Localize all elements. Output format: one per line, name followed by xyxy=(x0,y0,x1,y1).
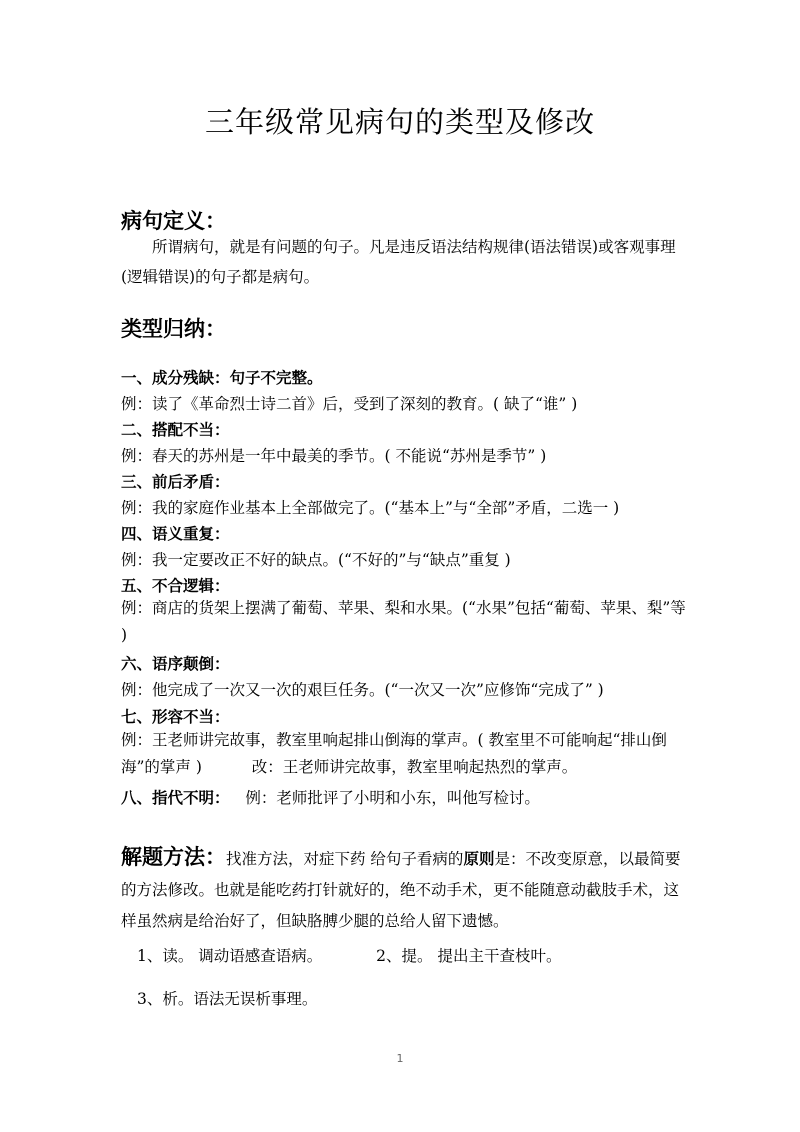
type-2-title: 二、搭配不当： xyxy=(121,421,230,439)
page-number: 1 xyxy=(396,1052,404,1065)
type-6-title: 六、语序颠倒： xyxy=(121,655,230,673)
method-part2: 是：不改变原意，以最简要的方法修改。也就是能吃药打针就好的，绝不动手术，更不能随意动截肢手术，这样虽然病是给治好了，但缺胳膊少腿的总给人留下遗憾。 xyxy=(121,850,681,930)
method-paragraph xyxy=(121,842,686,937)
type-3-example: 例：我的家庭作业基本上全部做完了。(“基本上”与“全部”矛盾，二选一 ) xyxy=(121,499,620,517)
type-7-example xyxy=(121,727,686,781)
step-2: 2、提。 提出主干查枝叶。 xyxy=(376,947,562,965)
type-7-example-text: 例：王老师讲完故事，教室里响起排山倒海的掌声。( 教室里不可能响起“排山倒海”的掌声 ) xyxy=(121,731,667,776)
definition-text: 所谓病句，就是有问题的句子。凡是违反语法结构规律(语法错误)或客观事理(逻辑错误)的句子都是病句。 xyxy=(121,238,676,286)
step-1: 1、读。 调动语感查语病。 xyxy=(137,947,323,965)
type-8-title: 八、指代不明： xyxy=(121,789,230,807)
type-8-example: 例：老师批评了小明和小东，叫他写检讨。 xyxy=(245,789,540,807)
method-principle: 原则 xyxy=(463,850,495,868)
type-8-line xyxy=(121,786,540,808)
step-3: 3、析。语法无误析事理。 xyxy=(137,990,318,1008)
type-4-example: 例：我一定要改正不好的缺点。(“不好的”与“缺点”重复 ) xyxy=(121,551,511,569)
type-2-example: 例：春天的苏州是一年中最美的季节。( 不能说“苏州是季节” ) xyxy=(121,447,547,465)
types-heading: 类型归纳： xyxy=(121,317,226,341)
type-4-title: 四、语义重复： xyxy=(121,525,230,543)
type-1-title: 一、成分残缺：句子不完整。 xyxy=(121,369,323,387)
step-line-1 xyxy=(137,944,561,966)
method-part1: 找准方法，对症下药 给句子看病的 xyxy=(226,850,464,868)
definition-heading: 病句定义： xyxy=(121,209,226,233)
type-7-fix-text: 改：王老师讲完故事，教室里响起热烈的掌声。 xyxy=(251,758,578,776)
type-3-title: 三、前后矛盾： xyxy=(121,473,230,491)
page-title: 三年级常见病句的类型及修改 xyxy=(204,105,595,139)
method-heading: 解题方法： xyxy=(121,845,226,869)
type-5-example: 例：商店的货架上摆满了葡萄、苹果、梨和水果。(“水果”包括“葡萄、苹果、梨”等 ) xyxy=(121,599,686,644)
type-5-title: 五、不合逻辑： xyxy=(121,577,230,595)
type-7-title: 七、形容不当： xyxy=(121,708,230,726)
type-6-example: 例：他完成了一次又一次的艰巨任务。(“一次又一次”应修饰“完成了” ) xyxy=(121,681,604,699)
type-1-example: 例：读了《革命烈士诗二首》后，受到了深刻的教育。( 缺了“谁” ) xyxy=(121,395,578,413)
